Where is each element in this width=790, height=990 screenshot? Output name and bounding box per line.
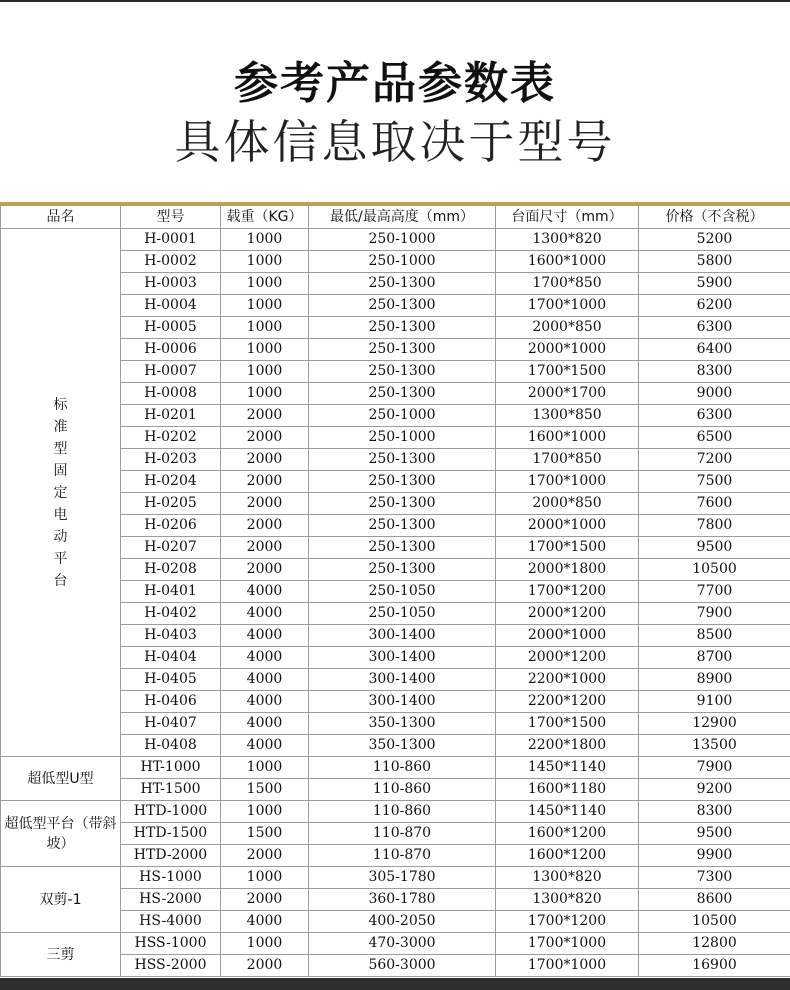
cell-load: 1000 [221,867,309,889]
cell-price: 5800 [639,251,790,273]
cell-price: 7700 [639,581,790,603]
cell-height-range: 360-1780 [309,889,496,911]
cell-height-range: 250-1050 [309,603,496,625]
cell-height-range: 110-870 [309,845,496,867]
cell-load: 1000 [221,757,309,779]
cell-table-size: 1600*1000 [496,251,639,273]
header-cell-model: 型号 [121,206,221,229]
cell-model: H-0402 [121,603,221,625]
cell-model: HS-4000 [121,911,221,933]
category-name: 标准型固定电动平台 [53,396,68,589]
cell-table-size: 2000*1000 [496,339,639,361]
cell-model: H-0406 [121,691,221,713]
cell-price: 12800 [639,933,790,955]
cell-height-range: 110-860 [309,757,496,779]
cell-table-size: 2000*1700 [496,383,639,405]
table-row [1,229,790,251]
cell-price: 6300 [639,405,790,427]
cell-table-size: 1700*1500 [496,537,639,559]
cell-model: HS-1000 [121,867,221,889]
cell-price: 7900 [639,603,790,625]
cell-model: H-0004 [121,295,221,317]
cell-load: 1500 [221,779,309,801]
header-cell-load: 载重（KG） [221,206,309,229]
category-cell [1,757,121,801]
page-subtitle: 具体信息取决于型号 [174,115,616,169]
table-body [1,229,790,977]
cell-height-range: 110-860 [309,779,496,801]
cell-height-range: 350-1300 [309,735,496,757]
cell-price: 7900 [639,757,790,779]
cell-height-range: 300-1400 [309,647,496,669]
cell-load: 2000 [221,405,309,427]
cell-table-size: 1700*1000 [496,933,639,955]
cell-load: 1000 [221,361,309,383]
cell-height-range: 300-1400 [309,669,496,691]
cell-table-size: 1600*1200 [496,823,639,845]
cell-load: 1000 [221,229,309,251]
category-name: 超低型U型 [27,770,94,787]
cell-load: 2000 [221,845,309,867]
cell-height-range: 250-1300 [309,383,496,405]
cell-height-range: 110-870 [309,823,496,845]
cell-price: 9100 [639,691,790,713]
cell-price: 16900 [639,955,790,977]
header-cell-height: 最低/最高高度（mm） [309,206,496,229]
cell-price: 8500 [639,625,790,647]
cell-table-size: 1300*820 [496,867,639,889]
cell-price: 7500 [639,471,790,493]
cell-load: 2000 [221,537,309,559]
cell-height-range: 300-1400 [309,625,496,647]
cell-model: HSS-1000 [121,933,221,955]
cell-height-range: 250-1300 [309,493,496,515]
cell-height-range: 300-1400 [309,691,496,713]
table-row [1,801,790,823]
cell-table-size: 1450*1140 [496,801,639,823]
product-parameter-table [0,205,790,977]
cell-price: 8300 [639,361,790,383]
cell-height-range: 250-1000 [309,229,496,251]
top-border-bar [0,0,790,2]
cell-model: HS-2000 [121,889,221,911]
cell-price: 8300 [639,801,790,823]
page-title: 参考产品参数表 [234,58,556,109]
cell-model: H-0206 [121,515,221,537]
cell-table-size: 2000*850 [496,317,639,339]
cell-price: 7300 [639,867,790,889]
cell-height-range: 250-1300 [309,361,496,383]
cell-load: 2000 [221,493,309,515]
cell-load: 4000 [221,625,309,647]
cell-load: 1000 [221,273,309,295]
cell-model: HTD-2000 [121,845,221,867]
cell-table-size: 2000*1000 [496,515,639,537]
cell-model: H-0006 [121,339,221,361]
cell-table-size: 1600*1200 [496,845,639,867]
cell-price: 6500 [639,427,790,449]
cell-model: H-0003 [121,273,221,295]
category-cell [1,933,121,977]
cell-model: HT-1500 [121,779,221,801]
cell-height-range: 250-1300 [309,537,496,559]
table-row [1,933,790,955]
cell-table-size: 1700*1000 [496,955,639,977]
cell-height-range: 250-1300 [309,449,496,471]
cell-height-range: 250-1000 [309,405,496,427]
cell-load: 1000 [221,383,309,405]
cell-height-range: 250-1300 [309,559,496,581]
category-name: 超低型平台（带斜坡） [4,815,117,852]
cell-height-range: 400-2050 [309,911,496,933]
product-parameter-table-container [0,205,790,977]
cell-table-size: 2000*1200 [496,647,639,669]
cell-height-range: 250-1300 [309,471,496,493]
cell-load: 4000 [221,647,309,669]
cell-model: H-0408 [121,735,221,757]
header-cell-price: 价格（不含税） [639,206,790,229]
category-cell [1,867,121,933]
cell-load: 2000 [221,471,309,493]
cell-price: 7600 [639,493,790,515]
table-row [1,867,790,889]
cell-load: 4000 [221,713,309,735]
header-row [1,206,790,229]
cell-model: HTD-1000 [121,801,221,823]
cell-table-size: 2000*1800 [496,559,639,581]
cell-table-size: 2000*850 [496,493,639,515]
cell-load: 1000 [221,339,309,361]
cell-table-size: 2000*1000 [496,625,639,647]
cell-model: HT-1000 [121,757,221,779]
cell-model: H-0401 [121,581,221,603]
cell-height-range: 250-1300 [309,515,496,537]
cell-table-size: 1700*1000 [496,471,639,493]
cell-model: H-0201 [121,405,221,427]
cell-load: 4000 [221,691,309,713]
cell-model: H-0205 [121,493,221,515]
cell-price: 5900 [639,273,790,295]
cell-table-size: 1700*1200 [496,581,639,603]
cell-price: 8900 [639,669,790,691]
cell-table-size: 2000*1200 [496,603,639,625]
header-cell-table-size: 台面尺寸（mm） [496,206,639,229]
cell-model: H-0208 [121,559,221,581]
cell-height-range: 470-3000 [309,933,496,955]
cell-model: H-0404 [121,647,221,669]
cell-price: 8700 [639,647,790,669]
cell-load: 4000 [221,911,309,933]
cell-price: 7800 [639,515,790,537]
cell-height-range: 305-1780 [309,867,496,889]
category-cell [1,229,121,757]
cell-table-size: 1450*1140 [496,757,639,779]
cell-price: 9500 [639,823,790,845]
cell-load: 4000 [221,669,309,691]
cell-price: 10500 [639,911,790,933]
cell-table-size: 2200*1200 [496,691,639,713]
cell-price: 9000 [639,383,790,405]
bottom-bar [0,978,790,990]
cell-table-size: 1600*1000 [496,427,639,449]
cell-load: 1000 [221,317,309,339]
cell-load: 2000 [221,427,309,449]
cell-load: 4000 [221,735,309,757]
cell-height-range: 560-3000 [309,955,496,977]
cell-price: 6400 [639,339,790,361]
cell-model: H-0403 [121,625,221,647]
table-row [1,757,790,779]
cell-height-range: 250-1300 [309,339,496,361]
category-name: 双剪-1 [39,891,82,908]
cell-table-size: 1700*850 [496,449,639,471]
cell-model: H-0405 [121,669,221,691]
cell-height-range: 110-860 [309,801,496,823]
cell-load: 1000 [221,295,309,317]
cell-height-range: 250-1050 [309,581,496,603]
cell-model: H-0207 [121,537,221,559]
cell-table-size: 1700*1200 [496,911,639,933]
cell-price: 8600 [639,889,790,911]
cell-height-range: 250-1300 [309,317,496,339]
cell-table-size: 1300*820 [496,889,639,911]
cell-table-size: 1700*1500 [496,713,639,735]
cell-height-range: 250-1300 [309,273,496,295]
cell-model: H-0007 [121,361,221,383]
cell-model: H-0001 [121,229,221,251]
cell-price: 9200 [639,779,790,801]
category-cell [1,801,121,867]
cell-model: H-0203 [121,449,221,471]
header-cell-product-name: 品名 [1,206,121,229]
cell-model: H-0202 [121,427,221,449]
cell-model: HSS-2000 [121,955,221,977]
cell-load: 4000 [221,603,309,625]
cell-price: 5200 [639,229,790,251]
cell-load: 2000 [221,515,309,537]
cell-height-range: 350-1300 [309,713,496,735]
table-header [1,206,790,229]
cell-load: 2000 [221,559,309,581]
cell-model: H-0204 [121,471,221,493]
cell-model: H-0002 [121,251,221,273]
cell-price: 9500 [639,537,790,559]
cell-table-size: 2200*1800 [496,735,639,757]
cell-load: 1000 [221,801,309,823]
cell-table-size: 1700*1500 [496,361,639,383]
cell-load: 2000 [221,955,309,977]
cell-load: 2000 [221,449,309,471]
cell-load: 1000 [221,933,309,955]
cell-table-size: 1700*1000 [496,295,639,317]
cell-price: 10500 [639,559,790,581]
cell-price: 6200 [639,295,790,317]
cell-table-size: 1300*850 [496,405,639,427]
cell-load: 4000 [221,581,309,603]
cell-model: H-0005 [121,317,221,339]
cell-table-size: 1700*850 [496,273,639,295]
cell-height-range: 250-1300 [309,295,496,317]
cell-table-size: 1600*1180 [496,779,639,801]
cell-height-range: 250-1000 [309,427,496,449]
cell-model: H-0008 [121,383,221,405]
cell-model: HTD-1500 [121,823,221,845]
category-name: 三剪 [46,946,75,963]
cell-price: 7200 [639,449,790,471]
cell-price: 6300 [639,317,790,339]
cell-price: 12900 [639,713,790,735]
cell-price: 13500 [639,735,790,757]
cell-load: 1500 [221,823,309,845]
cell-load: 1000 [221,251,309,273]
cell-load: 2000 [221,889,309,911]
cell-model: H-0407 [121,713,221,735]
cell-table-size: 2200*1000 [496,669,639,691]
cell-table-size: 1300*820 [496,229,639,251]
cell-price: 9900 [639,845,790,867]
cell-height-range: 250-1000 [309,251,496,273]
